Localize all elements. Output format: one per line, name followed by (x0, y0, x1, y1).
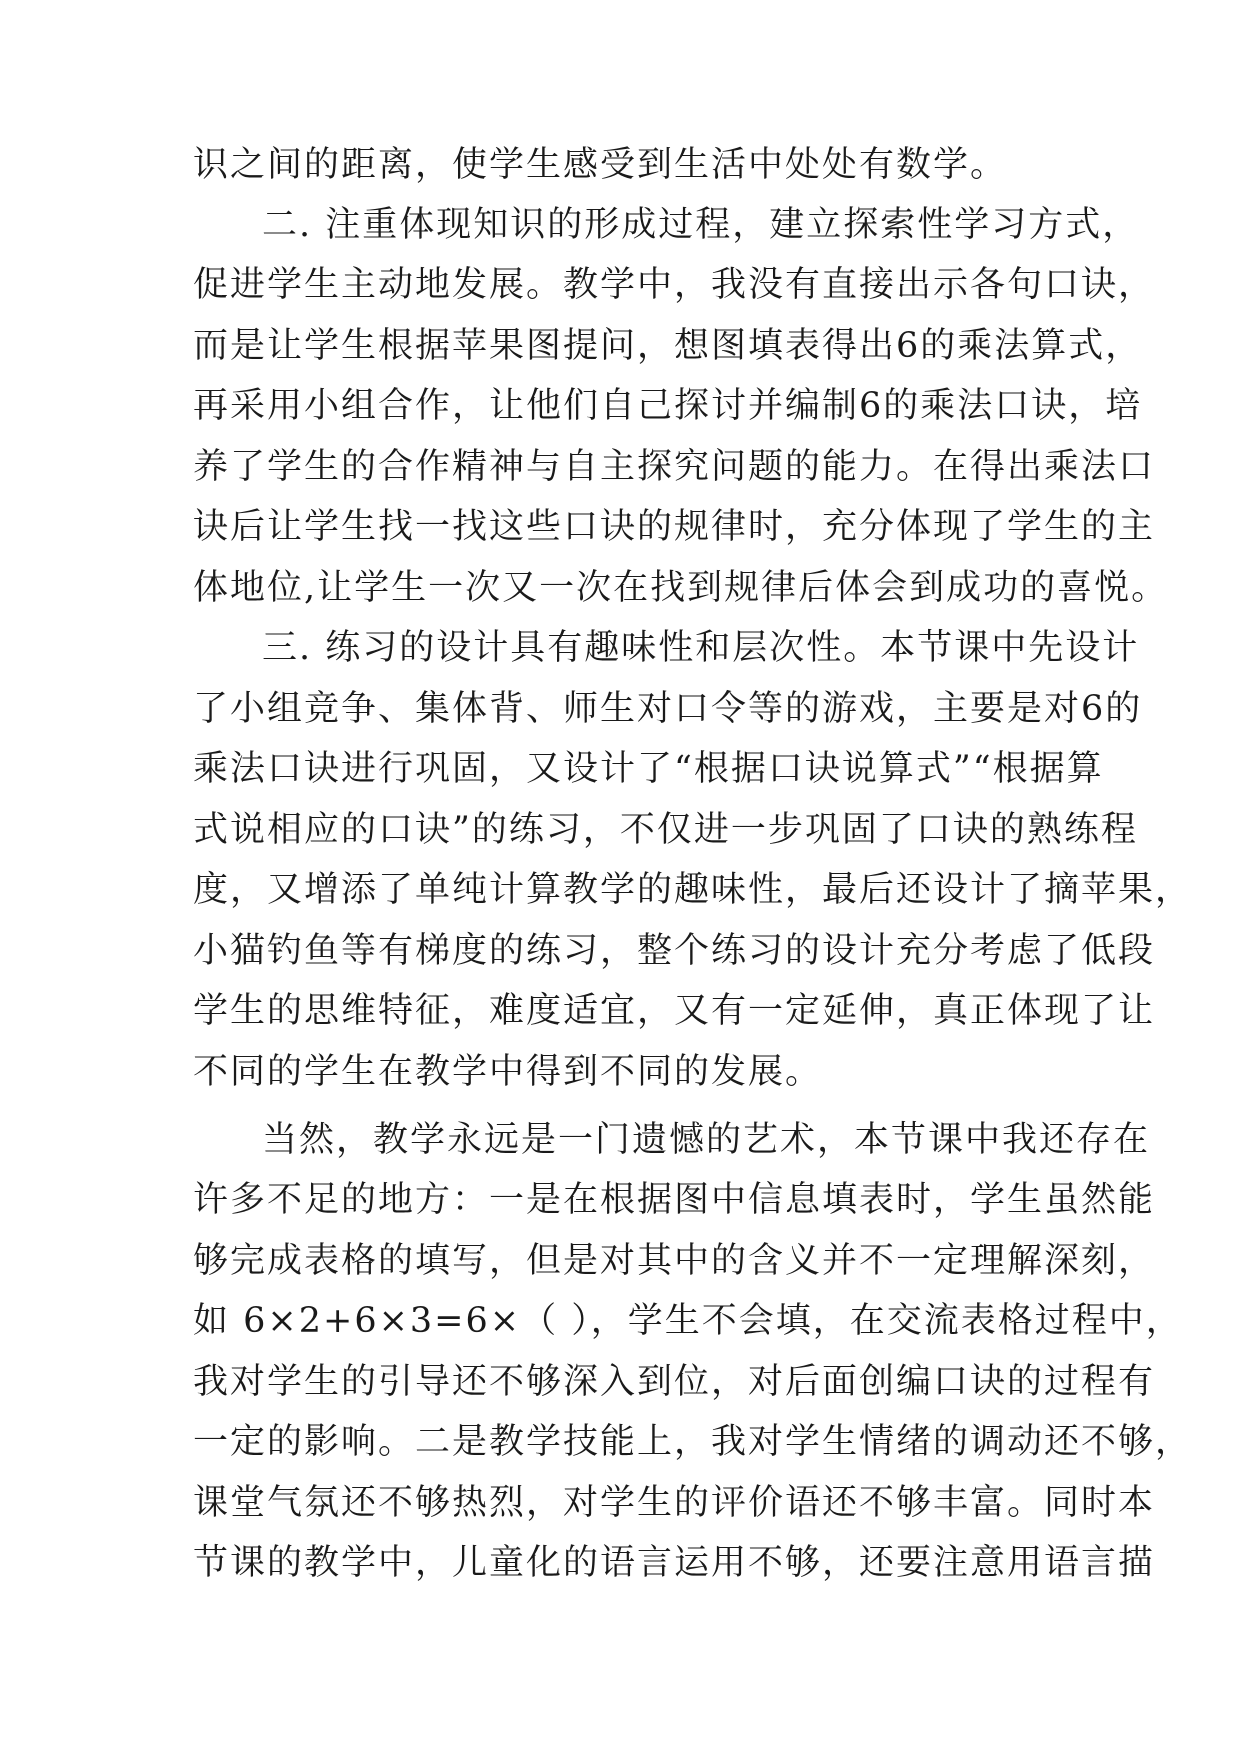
text-line: 识之间的距离，使学生感受到生活中处处有数学。 (193, 145, 1008, 185)
section-heading-line: 三. 练习的设计具有趣味性和层次性。本节课中先设计 (262, 628, 1140, 668)
text-line: 课堂气氛还不够热烈，对学生的评价语还不够丰富。同时本 (193, 1483, 1156, 1523)
text-line: 我对学生的引导还不够深入到位，对后面创编口诀的过程有 (193, 1362, 1156, 1402)
section-heading-line: 二. 注重体现知识的形成过程，建立探索性学习方式， (262, 205, 1140, 245)
text-line: 节课的教学中，儿童化的语言运用不够，还要注意用语言描 (193, 1543, 1156, 1583)
text-line: 学生的思维特征，难度适宜，又有一定延伸，真正体现了让 (193, 991, 1156, 1031)
text-line: 够完成表格的填写，但是对其中的含义并不一定理解深刻， (193, 1241, 1156, 1281)
text-line: 诀后让学生找一找这些口诀的规律时，充分体现了学生的主 (193, 507, 1156, 547)
text-line: 了小组竞争、集体背、师生对口令等的游戏，主要是对6的 (193, 689, 1143, 729)
text-line: 度，又增添了单纯计算教学的趣味性，最后还设计了摘苹果， (193, 870, 1193, 910)
text-line: 如 6×2+6×3=6×（ ），学生不会填，在交流表格过程中， (193, 1301, 1183, 1341)
text-line: 小猫钓鱼等有梯度的练习，整个练习的设计充分考虑了低段 (193, 931, 1156, 971)
text-line: 不同的学生在教学中得到不同的发展。 (193, 1052, 823, 1092)
text-line: 促进学生主动地发展。教学中，我没有直接出示各句口诀， (193, 265, 1156, 305)
text-line: 乘法口诀进行巩固，又设计了“根据口诀说算式”“根据算 (193, 749, 1104, 789)
text-line: 一定的影响。二是教学技能上，我对学生情绪的调动还不够， (193, 1422, 1193, 1462)
paragraph-start-line: 当然，教学永远是一门遗憾的艺术，本节课中我还存在 (262, 1120, 1151, 1160)
text-line: 养了学生的合作精神与自主探究问题的能力。在得出乘法口 (193, 447, 1156, 487)
text-line: 而是让学生根据苹果图提问，想图填表得出6的乘法算式， (193, 326, 1143, 366)
text-line: 体地位,让学生一次又一次在找到规律后体会到成功的喜悦。 (193, 568, 1169, 608)
text-line: 式说相应的口诀”的练习，不仅进一步巩固了口诀的熟练程 (193, 810, 1138, 850)
text-line: 许多不足的地方：一是在根据图中信息填表时，学生虽然能 (193, 1180, 1156, 1220)
text-line: 再采用小组合作，让他们自己探讨并编制6的乘法口诀，培 (193, 386, 1143, 426)
